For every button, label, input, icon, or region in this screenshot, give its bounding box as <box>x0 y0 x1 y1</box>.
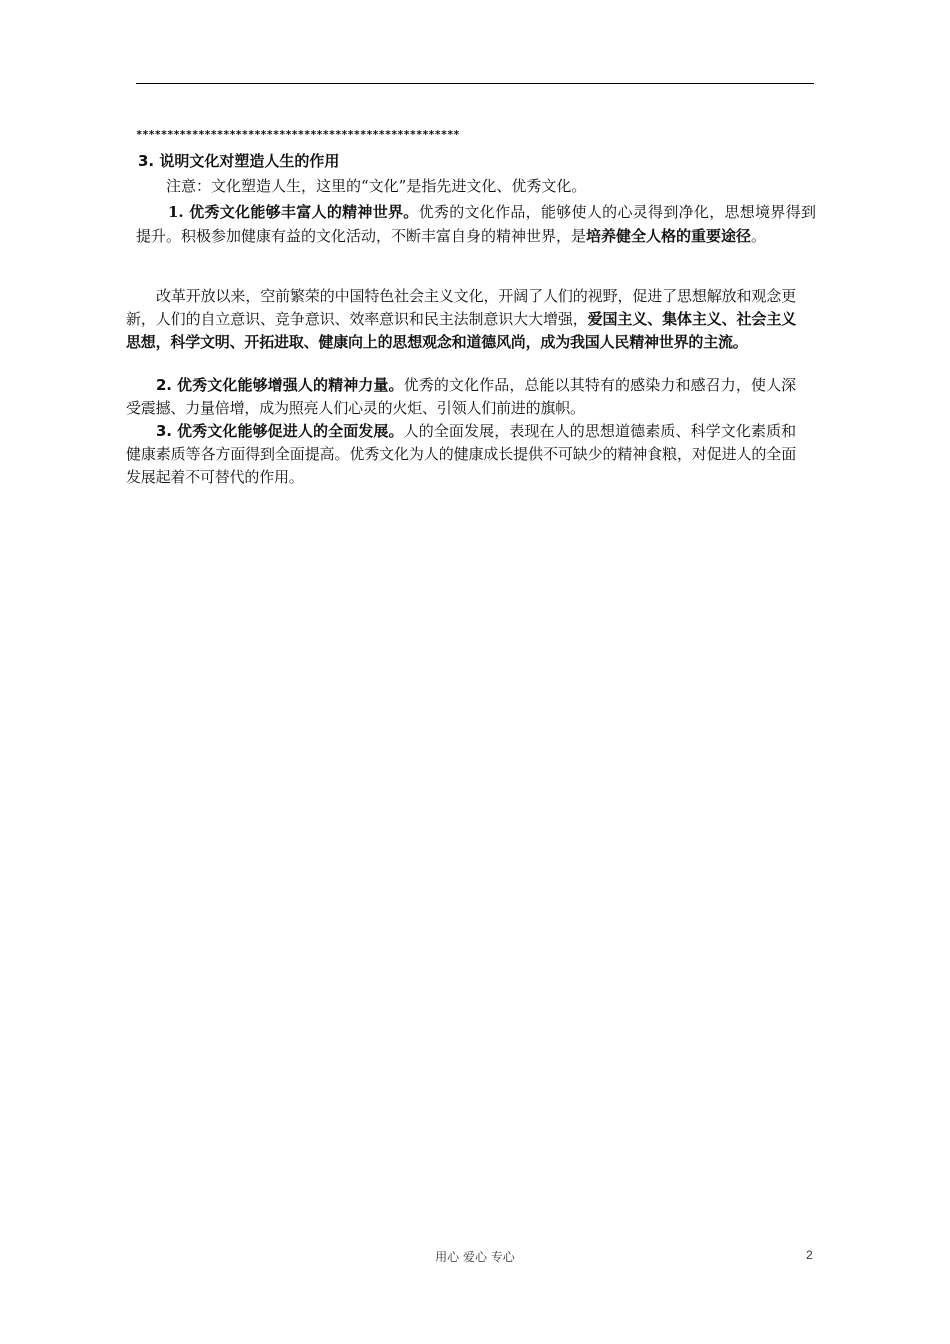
separator-stars: **************************************************** <box>136 129 460 141</box>
footer-text: 用心 爱心 专心 <box>435 1250 515 1264</box>
paragraph-enrich-spirit <box>136 200 816 248</box>
paragraph-spiritual-strength <box>126 374 796 420</box>
paragraph-body: 改革开放以来，空前繁荣的中国特色社会主义文化，开阔了人们的视野，促进了思想解放和观念更新，人们的自立意识、竞争意识、效率意识和民主法制意识大大增强， <box>126 287 796 328</box>
paragraph-lead: 3. 优秀文化能够促进人的全面发展。 <box>156 422 404 440</box>
paragraph-all-round-development <box>126 420 796 489</box>
section-heading: 3. 说明文化对塑造人生的作用 <box>138 152 340 170</box>
paragraph-emphasis: 爱国主义、集体主义、社会主义思想，科学文明、开拓进取、健康向上的思想观念和道德风尚，成为我国人民精神世界的主流。 <box>126 310 797 351</box>
page-number: 2 <box>806 1248 813 1262</box>
header-rule <box>136 83 814 84</box>
paragraph-reform-opening <box>126 285 796 354</box>
paragraph-lead: 1. 优秀文化能够丰富人的精神世界。 <box>168 203 419 221</box>
paragraph-body: 优秀的文化作品，总能以其特有的感染力和感召力，使人深受震撼、力量倍增，成为照亮人们心灵的火炬、引领人们前进的旗帜。 <box>126 376 796 417</box>
paragraph-body: 优秀的文化作品，能够使人的心灵得到净化，思想境界得到提升。积极参加健康有益的文化活动，不断丰富自身的精神世界，是 <box>136 203 816 245</box>
paragraph-end: 。 <box>751 227 767 245</box>
paragraph-body: 人的全面发展，表现在人的思想道德素质、科学文化素质和健康素质等各方面得到全面提高。优秀文化为人的健康成长提供不可缺少的精神食粮，对促进人的全面发展起着不可替代的作用。 <box>126 422 796 486</box>
paragraph-emphasis: 培养健全人格的重要途径 <box>586 227 752 245</box>
section-note: 注意：文化塑造人生，这里的“文化”是指先进文化、优秀文化。 <box>166 177 587 195</box>
paragraph-lead: 2. 优秀文化能够增强人的精神力量。 <box>156 376 404 394</box>
